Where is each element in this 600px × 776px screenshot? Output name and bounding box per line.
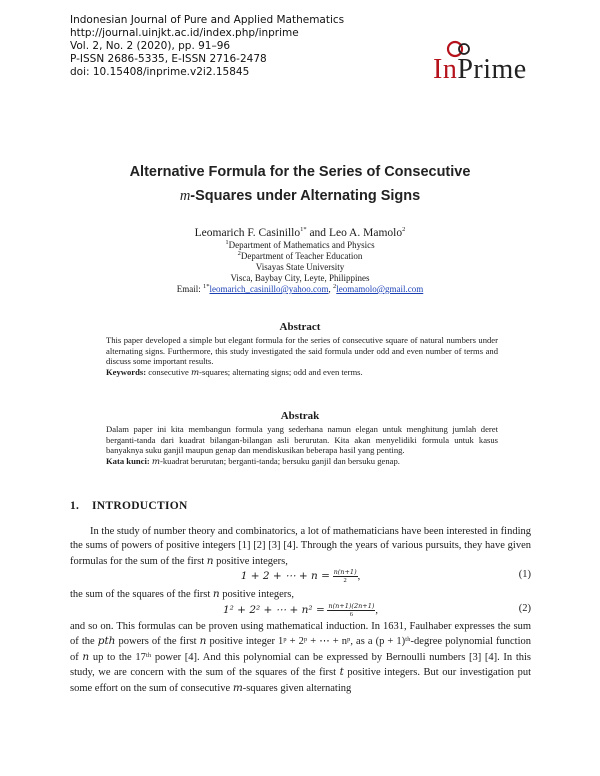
equation-1-number: (1)	[518, 569, 531, 580]
abstract-heading: Abstract	[279, 321, 321, 333]
equation-1: 1 + 2 + ⋯ + n = $\frac{n(n+1)}{2}$ , (1)	[240, 568, 531, 584]
paper-title	[0, 160, 600, 208]
email-line: Email: $^{1*}$leomarich_casinillo@yahoo.com, $^2$leomamolo@gmail.com	[176, 283, 424, 294]
affiliation-1: $^1$Department of Mathematics and Physics	[225, 239, 375, 250]
affiliation-3: Visayas State University	[255, 262, 345, 272]
affiliation-2: $^2$Department of Teacher Education	[237, 250, 363, 261]
inprime-logo	[430, 40, 530, 90]
journal-volume: Vol. 2, No. 2 (2020), pp. 91–96	[70, 40, 231, 52]
author-list: Leomarich F. Casinillo$^{1*}$ and Leo A. Mamolo$^2$	[194, 226, 406, 239]
journal-header	[70, 14, 344, 79]
intro-paragraph-1: In the study of number theory and combinatorics, a lot of mathematicians have been interested in finding the sums of powers of positive integers [1] [2] [3] [4]. Through the years of various pursuits, they have given formulas for the sum of the first n positive integers,	[70, 526, 531, 567]
journal-url[interactable]: http://journal.uinjkt.ac.id/index.php/inprime	[70, 27, 299, 39]
author-2: Leo A. Mamolo	[328, 227, 403, 239]
equation-2: 1² + 2² + ⋯ + n² = $\frac{n(n+1)(2n+1)}{6}$ , (2)	[222, 602, 531, 618]
affiliation-4: Visca, Baybay City, Leyte, Philippines	[230, 273, 370, 283]
affiliations	[0, 240, 600, 295]
abstrak-heading: Abstrak	[280, 410, 320, 422]
abstract-body: This paper developed a simple but elegant formula for the series of consecutive square of natural numbers under alternating signs. Furthermore, this study investigated the said formula under odd and even number of terms and discuss some important results. Keywords: consecutive m-squares; alternating signs; odd and even terms.	[106, 335, 498, 378]
email-link-1[interactable]: leomarich_casinillo@yahoo.com	[209, 284, 329, 294]
author-1: Leomarich F. Casinillo	[194, 227, 301, 239]
journal-issn: P-ISSN 2686-5335, E-ISSN 2716-2478	[70, 53, 267, 65]
journal-doi[interactable]: doi: 10.15408/inprime.v2i2.15845	[70, 66, 250, 78]
email-link-2[interactable]: leomamolo@gmail.com	[336, 284, 424, 294]
intro-paragraph-2: the sum of the squares of the first n positive integers,	[70, 588, 295, 600]
journal-name: Indonesian Journal of Pure and Applied Mathematics	[70, 14, 345, 26]
title-line-1: Alternative Formula for the Series of Consecutive	[129, 164, 471, 180]
logo-wordmark: InPrime	[433, 54, 527, 85]
section-heading-introduction: 1. INTRODUCTION	[70, 500, 188, 512]
intro-paragraph-3: and so on. This formulas can be proven using mathematical induction. In 1631, Faulhaber expresses the sum of the pth powers of the first n positive integer 1ᵖ + 2ᵖ + ⋯ + nᵖ, as a (p + 1)ᵗʰ-degree polynomial function of n up to the 17ᵗʰ power [4]. And this polynomial can be expressed by Bernoulli numbers [3] [4]. In this study, we are concern with the sum of the squares of the first t positive integers. But our investigation put some effort on the sum of consecutive m-squares given alternating	[70, 621, 532, 694]
title-line-2: m-Squares under Alternating Signs	[179, 188, 421, 204]
equation-2-number: (2)	[518, 603, 531, 614]
abstrak-body: Dalam paper ini kita membangun formula yang sederhana namun elegan untuk menghitung jumlah deret berganti-tanda dari kuadrat bilangan-bilangan asli berurutan. Kita akan menyelidiki formula untuk kasus banyaknya suku ganjil maupun genap dan mendiskusikan beberapa hasil yang penting. Kata kunci: m-kuadrat berurutan; berganti-tanda; bersuku ganjil dan bersuku genap.	[106, 424, 498, 467]
